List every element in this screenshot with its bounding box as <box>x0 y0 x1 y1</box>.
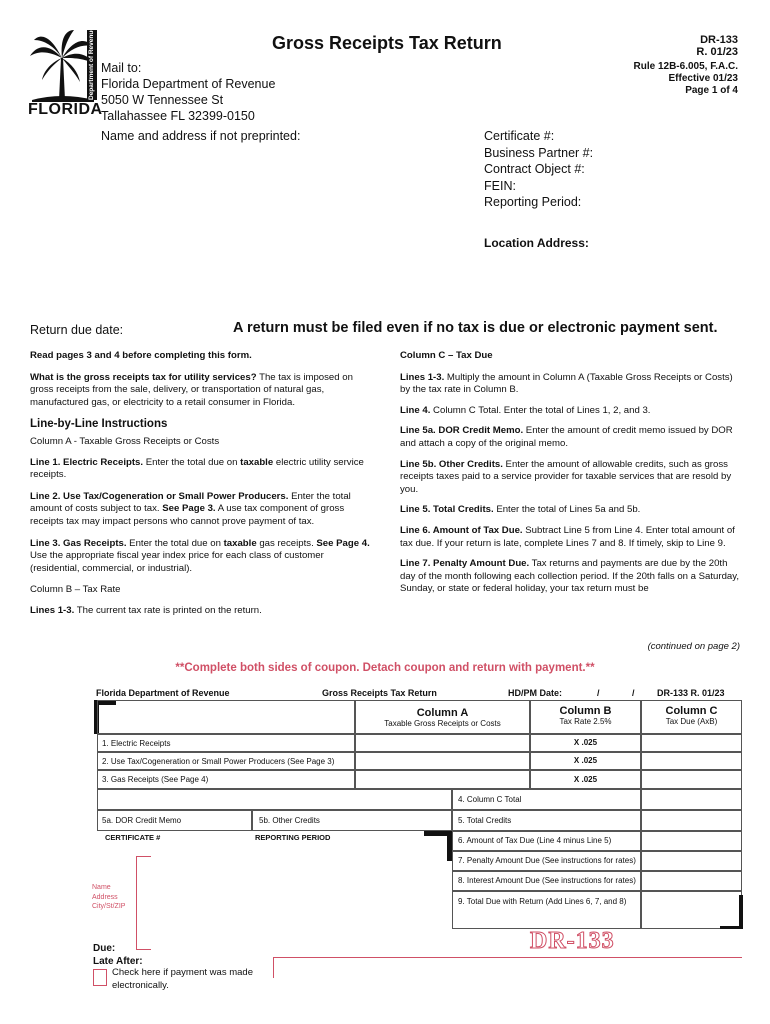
fein-label: FEIN: <box>484 178 516 193</box>
form-revision: R. 01/23 <box>696 46 738 58</box>
row1-col-c-input[interactable] <box>641 734 742 752</box>
column-a-sub: Taxable Gross Receipts or Costs <box>384 719 501 728</box>
form-effective: Effective 01/23 <box>668 73 738 84</box>
line9-label-cell <box>452 891 641 929</box>
line4-label-cell <box>452 789 641 810</box>
line9-input[interactable] <box>641 891 742 929</box>
row3-rate: X .025 <box>573 775 598 784</box>
line8-label-cell <box>452 871 641 891</box>
column-b-instruction: Lines 1-3. The current tax rate is printed on the return. <box>30 604 262 616</box>
column-b-sub: Tax Rate 2.5% <box>559 717 612 726</box>
mail-to-address <box>101 60 275 124</box>
line7-input[interactable] <box>641 851 742 871</box>
form-rule: Rule 12B-6.005, F.A.C. <box>633 61 738 72</box>
line4-label: 4. Column C Total <box>458 795 522 804</box>
mail-to-line3: Tallahassee FL 32399-0150 <box>101 109 255 123</box>
line4-spacer <box>97 789 452 810</box>
business-partner-label: Business Partner #: <box>484 145 594 160</box>
column-b-label: Column B <box>559 705 612 717</box>
certificate-label: Certificate #: <box>484 129 555 143</box>
name-address-label: Name and address if not preprinted: <box>101 129 301 143</box>
row3-col-c-input[interactable] <box>641 770 742 789</box>
form-id-block <box>634 34 738 97</box>
due-block <box>93 942 143 968</box>
line5a-label: 5a. DOR Credit Memo <box>102 816 182 825</box>
row1-rate-cell <box>530 734 641 752</box>
row1-label: 1. Electric Receipts <box>102 739 171 748</box>
late-after-label: Late After: <box>93 956 143 967</box>
mail-to-label: Mail to: <box>101 61 142 75</box>
coupon-dept: Florida Department of Revenue <box>96 688 230 698</box>
dr133-watermark: DR-133 <box>530 928 615 954</box>
row2-label-cell <box>97 752 355 770</box>
logo-state: FLORIDA <box>28 101 103 118</box>
line7-instruction: Line 7. Penalty Amount Due. Tax returns and payments are due by the 20th day of the month following each collection period. If the 20th falls on a Saturday, Sunday, or state or federal holiday, your tax return must be <box>400 558 740 595</box>
line5b-label: 5b. Other Credits <box>259 816 320 825</box>
line-by-line-heading: Line-by-Line Instructions <box>30 418 168 431</box>
line5-label-cell <box>452 810 641 831</box>
line5b-cell[interactable] <box>252 810 452 831</box>
line8-label: 8. Interest Amount Due (See instructions for rates) <box>458 876 636 885</box>
electronic-payment-checkbox[interactable] <box>93 969 107 986</box>
location-address-label: Location Address: <box>484 236 589 250</box>
logo-dept-text <box>87 90 97 100</box>
name-label: Name <box>92 884 111 891</box>
row2-rate: X .025 <box>573 756 598 765</box>
address-label: Address <box>92 893 118 901</box>
row3-rate-cell <box>530 770 641 789</box>
what-is-paragraph: What is the gross receipts tax for utility services? The tax is imposed on gross receipts from the sale, delivery, or transportation of natural gas, manufactured gas, or electricity to a retail consumer in Florida. <box>30 371 353 408</box>
line9-label: 9. Total Due with Return (Add Lines 6, 7, and 8) <box>458 897 627 906</box>
row2-col-a-input[interactable] <box>355 752 530 770</box>
column-a-heading: Column A - Taxable Gross Receipts or Costs <box>30 435 220 447</box>
line4-instruction: Line 4. Column C Total. Enter the total of Lines 1, 2, and 3. <box>400 404 651 416</box>
reporting-period-label: Reporting Period: <box>484 195 582 209</box>
electronic-payment-label <box>112 966 253 992</box>
row2-rate-cell <box>530 752 641 770</box>
reporting-period-field-label: REPORTING PERIOD <box>255 833 331 842</box>
row1-label-cell <box>97 734 355 752</box>
row3-col-a-input[interactable] <box>355 770 530 789</box>
row3-label-cell <box>97 770 355 789</box>
mail-to-line2: 5050 W Tennessee St <box>101 93 224 107</box>
line5-input[interactable] <box>641 810 742 831</box>
signature-bracket <box>273 957 742 978</box>
detach-notice: **Complete both sides of coupon. Detach coupon and return with payment.** <box>175 662 595 674</box>
contract-object-label: Contract Object #: <box>484 162 585 176</box>
column-c-heading: Column C – Tax Due <box>400 350 493 361</box>
row1-rate: X .025 <box>573 738 598 747</box>
line8-input[interactable] <box>641 871 742 891</box>
line5a-cell[interactable] <box>97 810 252 831</box>
electronic-line2: electronically. <box>112 980 169 991</box>
line7-label-cell <box>452 851 641 871</box>
hdpm-date-label: HD/PM Date: <box>508 688 563 698</box>
line3-instruction: Line 3. Gas Receipts. Enter the total due on taxable gas receipts. See Page 4. Use the appropriate fiscal year index price for each class of customer (residential, commercial, or industrial). <box>30 537 370 574</box>
certificate-field-label: CERTIFICATE # <box>105 833 161 842</box>
line6-label: 6. Amount of Tax Due (Line 4 minus Line 5) <box>458 836 612 845</box>
line5a-instruction: Line 5a. DOR Credit Memo. Enter the amount of credit memo issued by DOR and attach a copy of the original memo. <box>400 425 733 449</box>
instructions-left <box>30 350 372 618</box>
electronic-line1: Check here if payment was made <box>112 967 253 978</box>
column-c-header <box>641 700 742 734</box>
column-b-header <box>530 700 641 734</box>
mail-to-line1: Florida Department of Revenue <box>101 77 276 91</box>
address-labels <box>92 883 125 912</box>
date-slash-2: / <box>632 688 635 698</box>
taxpayer-ids <box>484 128 593 211</box>
column-a-label: Column A <box>416 707 469 719</box>
line7-label: 7. Penalty Amount Due (See instructions for rates) <box>458 856 636 865</box>
page-title: Gross Receipts Tax Return <box>272 33 502 53</box>
col-header-blank <box>97 700 355 734</box>
line9-corner-h <box>720 926 743 929</box>
line5-label: 5. Total Credits <box>458 816 512 825</box>
form-number: DR-133 <box>700 34 738 46</box>
line9-corner-v <box>739 895 743 929</box>
line2-instruction: Line 2. Use Tax/Cogeneration or Small Power Producers. Enter the total amount of costs subject to tax. See Page 3. A use tax component of gross receipts tax may impact persons who cannot prove payment of tax. <box>30 490 351 527</box>
line5-instruction: Line 5. Total Credits. Enter the total of Lines 5a and 5b. <box>400 504 641 516</box>
coupon-form-title: Gross Receipts Tax Return <box>322 688 437 698</box>
read-pages-note: Read pages 3 and 4 before completing this form. <box>30 350 252 361</box>
date-slash-1: / <box>597 688 600 698</box>
must-file-notice: A return must be filed even if no tax is due or electronic payment sent. <box>233 320 718 336</box>
line6-label-cell <box>452 831 641 851</box>
row3-label: 3. Gas Receipts (See Page 4) <box>102 775 209 784</box>
address-bracket <box>136 856 151 950</box>
line6-input[interactable] <box>641 831 742 851</box>
line6-instruction: Line 6. Amount of Tax Due. Subtract Line 5 from Line 4. Enter total amount of tax due. If your return is late, complete Lines 7 and 8. If timely, skip to Line 9. <box>400 524 735 549</box>
row2-label: 2. Use Tax/Cogeneration or Small Power Producers (See Page 3) <box>102 757 335 766</box>
page-number: Page 1 of 4 <box>685 85 738 96</box>
column-b-heading: Column B – Tax Rate <box>30 584 121 596</box>
instructions-right <box>400 350 740 596</box>
column-a-header <box>355 700 530 734</box>
continued-note: (continued on page 2) <box>647 641 740 652</box>
row2-col-c-input[interactable] <box>641 752 742 770</box>
row1-col-a-input[interactable] <box>355 734 530 752</box>
line5b-instruction: Line 5b. Other Credits. Enter the amount of allowable credits, such as gross receipts taxes paid to a service provider for taxable services that are resold by you. <box>400 458 732 495</box>
column-c-sub: Tax Due (AxB) <box>665 717 718 726</box>
column-c-label: Column C <box>665 705 718 717</box>
return-due-label: Return due date: <box>30 323 124 337</box>
column-c-instruction: Lines 1-3. Multiply the amount in Column A (Taxable Gross Receipts or Costs) by the tax rate in Column B. <box>400 371 733 396</box>
line4-input[interactable] <box>641 789 742 810</box>
city-label: City/St/ZIP <box>92 903 126 910</box>
due-label: Due: <box>93 943 116 954</box>
coupon-form-rev: DR-133 R. 01/23 <box>657 688 725 698</box>
line1-instruction: Line 1. Electric Receipts. Enter the total due on taxable electric utility service receipts. <box>30 456 364 481</box>
